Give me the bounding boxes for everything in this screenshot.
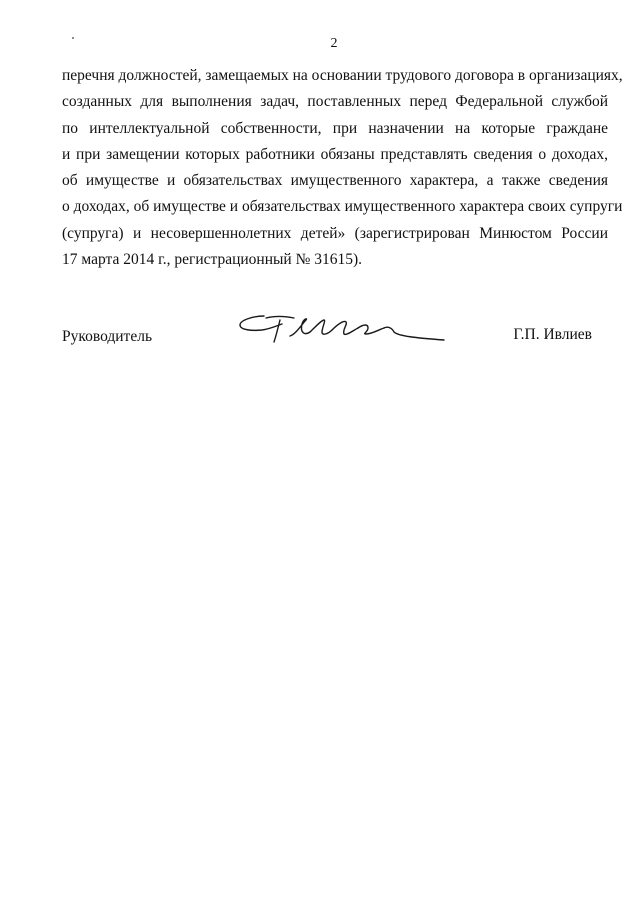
text-line: о доходах, об имуществе и обязательствах имущественного характера своих супруги	[62, 198, 623, 216]
page-number: 2	[330, 36, 338, 51]
signature-block	[62, 310, 592, 360]
signatory-role: Руководитель	[62, 328, 153, 345]
text-line: и при замещении которых работники обязаны представлять сведения о доходах,	[62, 145, 608, 163]
text-line: по интеллектуальной собственности, при назначении на которые граждане	[62, 119, 608, 137]
body-paragraph	[62, 63, 623, 273]
handwritten-signature	[236, 310, 448, 350]
signatory-name: Г.П. Ивлиев	[513, 326, 592, 343]
text-line: 17 марта 2014 г., регистрационный № 31615).	[62, 251, 363, 269]
text-line: перечня должностей, замещаемых на основании трудового договора в организациях,	[62, 67, 623, 84]
text-line: созданных для выполнения задач, поставленных перед Федеральной службой	[62, 93, 608, 111]
text-line: (супруга) и несовершеннолетних детей» (зарегистрирован Минюстом России	[62, 224, 608, 242]
text-line: об имуществе и обязательствах имущественного характера, а также сведения	[62, 172, 608, 190]
